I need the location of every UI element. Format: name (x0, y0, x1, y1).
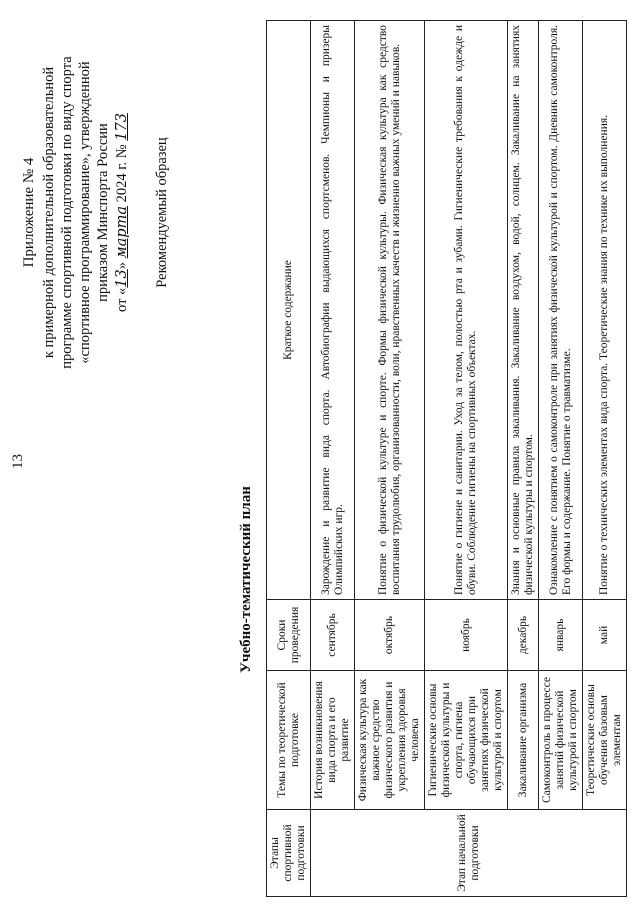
header-line-3: «спортивное программирование», утвержденной (77, 61, 93, 364)
date-cell: ноябрь (425, 600, 508, 671)
content-cell: Понятие о гигиене и санитарии. Уход за телом, полостью рта и зубами. Гигиенические требования к одежде и обуви. Соблюдение гигиены на спортивных объектах. (425, 21, 508, 600)
content-cell: Знания и основные правила закаливания. Закаливание воздухом, водой, солнцем. Закаливание на занятиях физической культуры и спортом. (508, 21, 539, 600)
appendix-header (20, 20, 171, 405)
header-content: Краткое содержание (267, 21, 311, 600)
content-cell: Понятие о технических элементах вида спорта. Теоретические знания по технике их выполнения. (583, 21, 627, 600)
topic-cell: Физическая культура как важное средство физического развития и укрепления здоровья человека (355, 671, 425, 810)
order-day: 13 (114, 269, 130, 288)
header-line-2: программе спортивной подготовки по виду спорта (59, 56, 75, 369)
table-row (539, 21, 583, 897)
topic-cell: Теоретические основы обучения базовым элементам (583, 671, 627, 810)
order-line (113, 20, 131, 405)
table-row (355, 21, 425, 897)
order-mid: » (114, 258, 130, 270)
order-prefix: от « (114, 287, 130, 312)
plan-title: Учебно-тематический план (238, 486, 254, 673)
topic-cell: Гигиенические основы физической культуры и спорта, гигиена обучающихся при занятиях физической культурой и спортом (425, 671, 508, 810)
table-row (508, 21, 539, 897)
header-line-4: приказом Минспорта России (95, 123, 111, 302)
topic-cell: Самоконтроль в процессе занятий физической культурой и спортом (539, 671, 583, 810)
stage-cell: Этап начальной подготовки (311, 810, 627, 897)
header-date: Сроки проведения (267, 600, 311, 671)
page-number: 13 (10, 454, 26, 469)
topic-cell: История возникновения вида спорта и его развитие (311, 671, 355, 810)
content-cell: Понятие о физической культуре и спорте. Формы физической культуры. Физическая культура как средство воспитания трудолюбия, организованности, воли, нравственных качеств и жизненно важных умений и навыков. (355, 21, 425, 600)
date-cell: май (583, 600, 627, 671)
content-cell: Ознакомление с понятием о самоконтроле при занятиях физической культурой и спортом. Дневник самоконтроля. Его формы и содержание. Понятие о травматизме. (539, 21, 583, 600)
header-topic: Темы по теоретической подготовке (267, 671, 311, 810)
date-cell: январь (539, 600, 583, 671)
date-cell: сентябрь (311, 600, 355, 671)
topic-cell: Закаливание организма (508, 671, 539, 810)
plan-table (266, 20, 627, 897)
order-number: 173 (114, 113, 130, 141)
content-cell: Зарождение и развитие вида спорта. Автобиографии выдающихся спортсменов. Чемпионы и призеры Олимпийских игр. (311, 21, 355, 600)
sample-label: Рекомендуемый образец (154, 137, 170, 288)
table-header-row (267, 21, 311, 897)
date-cell: декабрь (508, 600, 539, 671)
header-line-1: к примерной дополнительной образовательной (41, 66, 57, 359)
date-cell: октябрь (355, 600, 425, 671)
appendix-title: Приложение № 4 (21, 157, 37, 268)
table-row (425, 21, 508, 897)
table-row (311, 21, 355, 897)
order-month: марта (114, 206, 130, 259)
header-stage: Этапы спортивной подготовки (267, 810, 311, 897)
table-row (583, 21, 627, 897)
order-year: 2024 г. № (114, 140, 130, 207)
